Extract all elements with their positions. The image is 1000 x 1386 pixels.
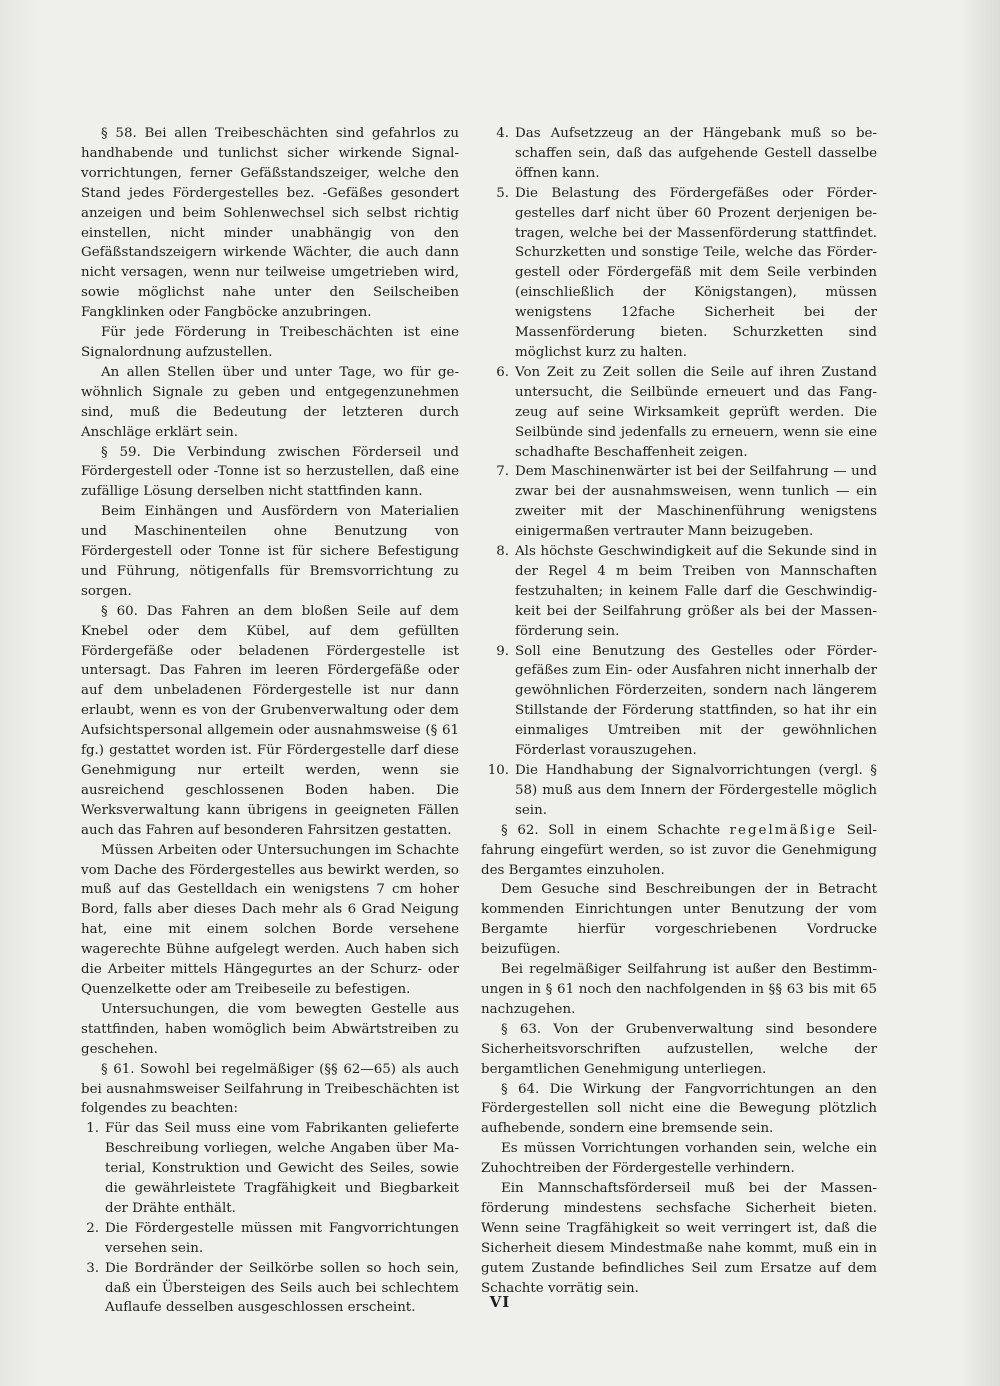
paragraph: Beim Einhängen und Ausfördern von Materialien und Maschinenteilen ohne Benutzung von Fördergestell oder Tonne ist für sichere Befestigung und Führung, nötigenfalls für Bremsvorrichtung zu sorgen. [81,504,459,599]
list-number: 5. [496,185,509,201]
left-column [81,124,459,1318]
list-text: Als höchste Geschwindigkeit auf die Sekunde sind in der Regel 4 m beim Treiben von Mannschaften festzuhalten; in keinem Falle darf die Geschwindigkeit bei der Seilfahrung größer als bei der Massenförderung sein. [515,544,877,639]
list-item [81,1119,459,1219]
list-number: 8. [496,544,509,560]
paragraph-64: § 64. Die Wirkung der Fangvorrichtungen an den Fördergestellen soll nicht eine die Bewegung plötzlich aufhebende, sondern eine bremsende sein. [481,1081,877,1137]
list-text: Die Bordränder der Seilkörbe sollen so hoch sein, daß ein Übersteigen des Seils auch bei schlechtem Auflaufe desselben ausgeschlossen erscheint. [105,1260,459,1316]
list-number: 4. [496,126,509,141]
list-item [481,761,877,821]
list-item [481,363,877,463]
list-number: 2. [86,1220,99,1236]
list-item [481,542,877,642]
paragraph-62-rest: Seilfahrung eingefürt werden, so ist zuvor die Genehmigung des Bergamtes einzuholen. [481,822,877,878]
list-item [481,462,877,542]
numbered-list [81,1119,459,1318]
paragraph-61: § 61. Sowohl bei regelmäßiger (§§ 62—65) als auch bei ausnahmsweiser Seilfahrung in Treibeschächten ist folgendes zu beachten: [81,1061,459,1117]
list-text: Dem Maschinenwärter ist bei der Seilfahrung — und zwar bei der ausnahmsweisen, wenn tunlich — ein zweiter mit der Maschinenführung wenigstens einigermaßen vertrauter Mann beizugeben. [515,464,877,540]
paragraph-58: § 58. Bei allen Treibeschächten sind gefahrlos zu handhabende und tunlichst sicher wirkende Signalvorrichtungen, ferner Gefäßstandszeiger, welche den Stand jedes Fördergestelles bez. -Gefäßes gesondert anzeigen und beim Sohlenwechsel sich selbst richtig einstellen, nicht minder unabhängig von den Gefäßstandszeigern wirkende Wächter, die auch dann nicht versagen, wenn nur teilweise umgetrieben wird, sowie möglichst nahe unter den Seilscheiben Fangklinken oder Fangböcke anzubringen. [81,126,459,321]
list-number: 9. [496,643,509,659]
paragraph: Untersuchungen, die vom bewegten Gestelle aus stattfinden, haben womöglich beim Abwärtstreiben zu geschehen. [81,1001,459,1057]
page-number: VI [489,1293,511,1311]
list-number: 7. [496,464,509,480]
paragraph: Für jede Förderung in Treibeschächten ist eine Signalordnung aufzustellen. [81,325,459,360]
paragraph-60: § 60. Das Fahren an dem bloßen Seile auf dem Knebel oder dem Kübel, auf dem gefüllten Fördergefäße oder beladenen Fördergestelle ist untersagt. Das Fahren im leeren Fördergefäße oder auf dem unbeladenen Fördergestelle ist nur dann erlaubt, wenn es von der Grubenverwaltung oder dem Aufsichtspersonal allgemein oder ausnahmsweise (§ 61 fg.) gestattet worden ist. Für Fördergestelle darf diese Genehmigung nur erteilt werden, wenn sie ausreichend geschlossenen Boden haben. Die Werksverwaltung kann übrigens in geeigneten Fällen auch das Fahren auf besonderen Fahrsitzen gestatten. [81,603,459,838]
paragraph-63: § 63. Von der Grubenverwaltung sind besondere Sicherheitsvorschriften aufzustellen, welche der bergamtlichen Genehmigung unterliegen. [481,1021,877,1077]
emphasis-regelmaessige: regelmäßige [729,822,838,838]
list-text: Die Belastung des Fördergefäßes oder Fördergestelles darf nicht über 60 Prozent derjenigen betragen, welche bei der Massenförderung stattfindet. Schurzketten und sonstige Teile, welche das Fördergestell oder Fördergefäß mit dem Seile verbinden (einschließlich der Königstangen), müssen wenigstens 12fache Sicherheit bei der Massenförderung bieten. Schurzketten sind möglichst kurz zu halten. [515,185,877,360]
list-text: Von Zeit zu Zeit sollen die Seile auf ihren Zustand untersucht, die Seilbünde erneuert und das Fangzeug auf seine Wirksamkeit geprüft werden. Die Seilbünde sind jedenfalls zu erneuern, wenn sie eine schadhafte Beschaffenheit zeigen. [515,364,877,460]
list-number: 3. [86,1260,99,1276]
list-number: 10. [487,763,509,778]
list-item [81,1219,459,1259]
paragraph-62 [481,821,877,881]
list-text: Die Handhabung der Signalvorrichtungen (vergl. § 58) muß aus dem Innern der Fördergestelle möglich sein. [515,763,877,818]
list-item [481,642,877,761]
paragraph: Bei regelmäßiger Seilfahrung ist außer den Bestimmungen in § 61 noch den nachfolgenden in §§ 63 bis mit 65 nachzugehen. [481,962,877,1017]
paragraph-62-lead: § 62. Soll in einem Schachte [501,822,720,838]
paragraph-59: § 59. Die Verbindung zwischen Förderseil und Fördergestell oder -Tonne ist so herzustellen, daß eine zufällige Lösung derselben nicht stattfinden kann. [81,444,459,500]
list-item [481,184,877,363]
paragraph: Es müssen Vorrichtungen vorhanden sein, welche ein Zuhochtreiben der Fördergestelle verhindern. [481,1141,877,1177]
list-number: 6. [496,364,509,380]
paragraph: An allen Stellen über und unter Tage, wo für gewöhnlich Signale zu geben und entgegenzunehmen sind, muß die Bedeutung der letzteren durch Anschläge erklärt sein. [81,364,459,440]
list-item [481,124,877,184]
list-number: 1. [86,1121,99,1137]
paragraph: Ein Mannschaftsförderseil muß bei der Massenförderung mindestens sechsfache Sicherheit bieten. Wenn seine Tragfähigkeit so weit verringert ist, daß die Sicherheit diesem Mindestmaße nahe kommt, muß ein in gutem Zustande befindliches Seil zum Ersatze auf dem Schachte vorrätig sein. [481,1181,877,1296]
paragraph: Dem Gesuche sind Beschreibungen der in Betracht kommenden Einrichtungen unter Benutzung der vom Bergamte hierfür vorgeschriebenen Vordrucke beizufügen. [481,882,877,958]
numbered-list [481,124,877,821]
list-text: Für das Seil muss eine vom Fabrikanten gelieferte Beschreibung vorliegen, welche Angaben über Material, Konstruktion und Gewicht des Seiles, sowie die gewährleistete Tragfähigkeit und Biegbarkeit der Drähte enthält. [105,1121,459,1216]
list-text: Soll eine Benutzung des Gestelles oder Fördergefäßes zum Ein- oder Ausfahren nicht innerhalb der gewöhnlichen Förderzeiten, sondern nach längerem Stillstande der Förderung stattfinden, so hat ihr ein einmaliges Umtreiben mit der gewöhnlichen Förderlast vorauszugehen. [515,643,877,759]
right-column [481,124,877,1298]
list-text: Die Fördergestelle müssen mit Fangvorrichtungen versehen sein. [105,1220,459,1256]
paragraph: Müssen Arbeiten oder Untersuchungen im Schachte vom Dache des Fördergestelles aus bewirkt werden, so muß auf das Gestelldach ein wenigstens 7 cm hoher Bord, falls aber dieses Dach mehr als 6 Grad Neigung hat, eine mit einem solchen Borde versehene wagerechte Bühne aufgelegt werden. Auch haben sich die Arbeiter mittels Hängegurtes an der Schurz- oder Quenzelkette oder am Treibeseile zu befestigen. [81,842,459,997]
list-text: Das Aufsetzzeug an der Hängebank muß so beschaffen sein, daß das aufgehende Gestell dasselbe öffnen kann. [515,126,877,181]
